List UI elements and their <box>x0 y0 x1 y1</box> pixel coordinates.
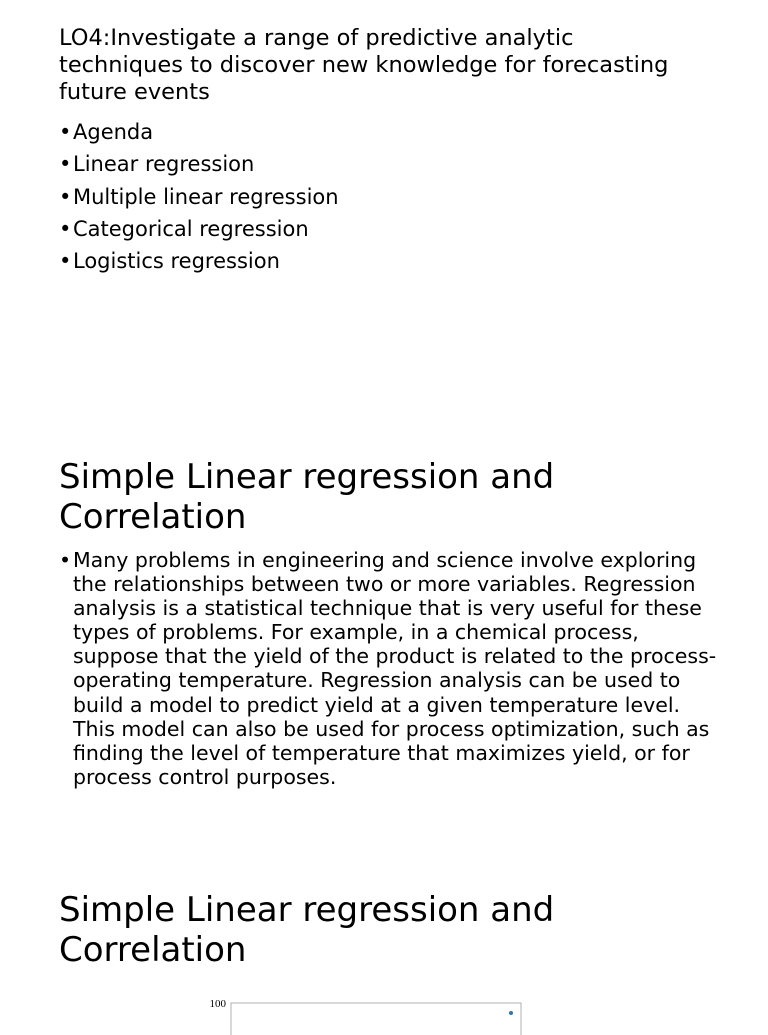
slide-title: LO4:Investigate a range of predictive analytic techniques to discover new knowledge for forecasting future events <box>59 25 669 105</box>
agenda-list <box>59 116 339 277</box>
slide-regression-chart <box>0 870 768 1024</box>
list-item: • Multiple linear regression <box>59 181 339 213</box>
plot-area-frame <box>231 1003 521 1035</box>
scatter-chart-svg <box>195 995 535 1035</box>
slide-agenda <box>0 0 768 420</box>
y-tick-label: 100 <box>209 998 226 1010</box>
bullet-paragraph: • Many problems in engineering and science involve exploring the relationships between two or more variables. Regression analysis is a statistical technique that is very useful for these types of problems. For example, in a chemical process, suppose that the yield of the product is related to the process-operating temperature. Regression analysis can be used to build a model to predict yield at a given temperature level. This model can also be used for process optimization, such as finding the level of temperature that maximizes yield, or for process control purposes. <box>59 548 719 789</box>
list-item: • Linear regression <box>59 148 339 180</box>
bullet-list <box>59 548 719 789</box>
list-item: • Agenda <box>59 116 339 148</box>
data-point <box>509 1011 513 1015</box>
list-item: • Categorical regression <box>59 213 339 245</box>
slide-title: Simple Linear regression and Correlation <box>59 457 555 537</box>
scatter-chart <box>195 995 535 1035</box>
slide-regression-intro <box>0 440 768 860</box>
slide-title: Simple Linear regression and Correlation <box>59 890 555 970</box>
list-item: • Logistics regression <box>59 245 339 277</box>
